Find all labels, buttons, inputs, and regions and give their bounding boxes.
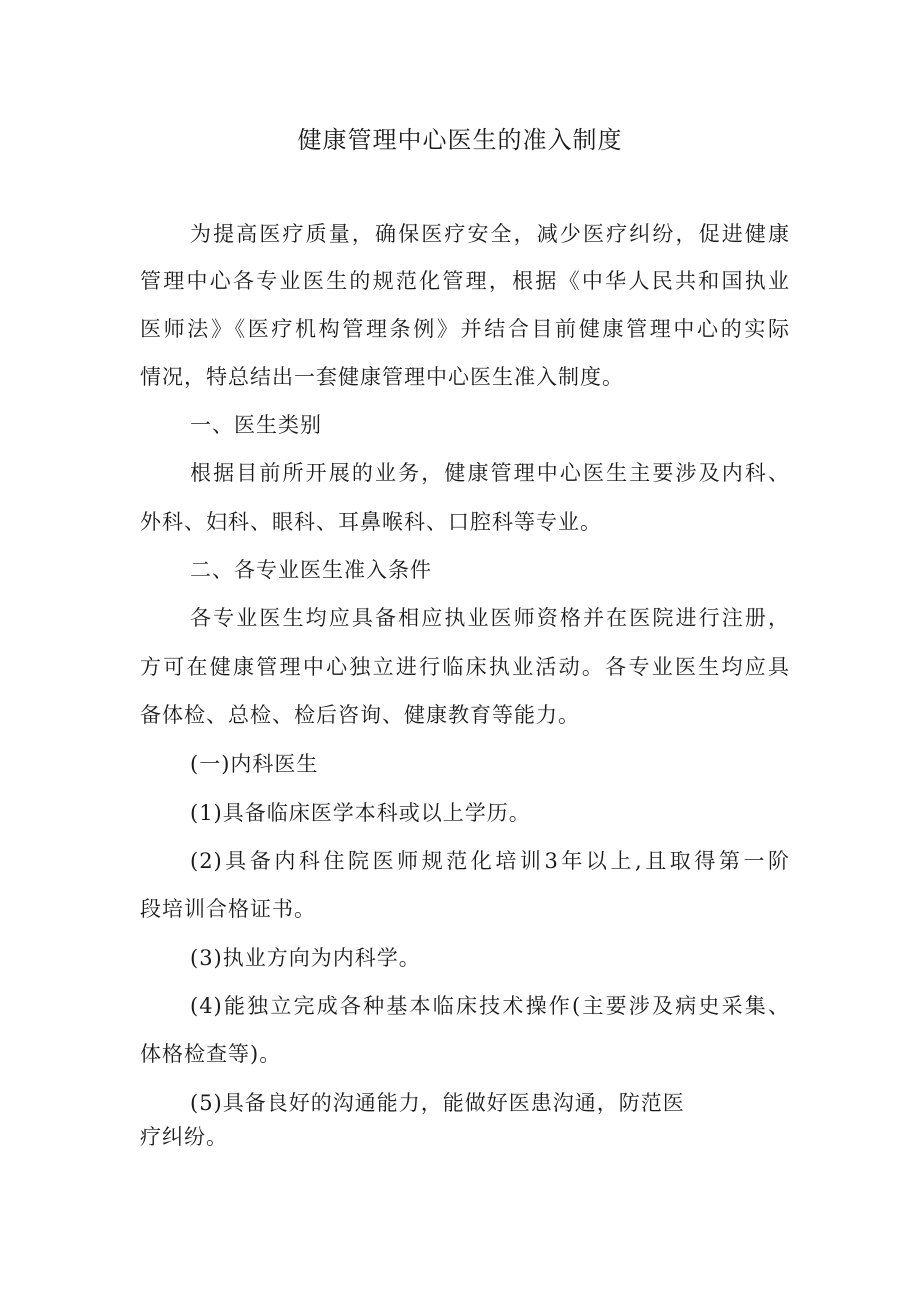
section1-heading: 一、医生类别 — [190, 413, 322, 437]
intro-line: 为提高医疗质量，确保医疗安全，减少医疗纠纷，促进健康 — [190, 222, 790, 246]
item-line: (5)具备良好的沟通能力，能做好医患沟通，防范医 — [190, 1091, 685, 1115]
section2-line: 备体检、总检、检后咨询、健康教育等能力。 — [140, 703, 580, 727]
item-line: (1)具备临床医学本科或以上学历。 — [190, 801, 531, 825]
subsection-heading: (一)内科医生 — [190, 752, 319, 776]
document-title: 健康管理中心医生的准入制度 — [297, 126, 623, 154]
section1-line: 根据目前所开展的业务，健康管理中心医生主要涉及内科、 — [190, 461, 790, 485]
item-line: 疗纠纷。 — [140, 1125, 228, 1149]
section2-line: 各专业医生均应具备相应执业医师资格并在医院进行注册， — [190, 606, 790, 630]
intro-line: 医师法》《医疗机构管理条例》并结合目前健康管理中心的实际 — [140, 317, 790, 341]
item-line: 体格检查等)。 — [140, 1042, 282, 1066]
item-line: (3)执业方向为内科学。 — [190, 946, 421, 970]
section2-line: 方可在健康管理中心独立进行临床执业活动。各专业医生均应具 — [140, 655, 790, 679]
section2-heading: 二、各专业医生准入条件 — [190, 558, 432, 582]
intro-line: 管理中心各专业医生的规范化管理，根据《中华人民共和国执业 — [140, 269, 790, 293]
item-line: 段培训合格证书。 — [140, 897, 316, 921]
intro-line: 情况，特总结出一套健康管理中心医生准入制度。 — [140, 365, 624, 389]
section1-line: 外科、妇科、眼科、耳鼻喉科、口腔科等专业。 — [140, 510, 602, 534]
item-line: (2)具备内科住院医师规范化培训3年以上,且取得第一阶 — [190, 849, 790, 873]
item-line: (4)能独立完成各种基本临床技术操作(主要涉及病史采集、 — [190, 994, 790, 1018]
